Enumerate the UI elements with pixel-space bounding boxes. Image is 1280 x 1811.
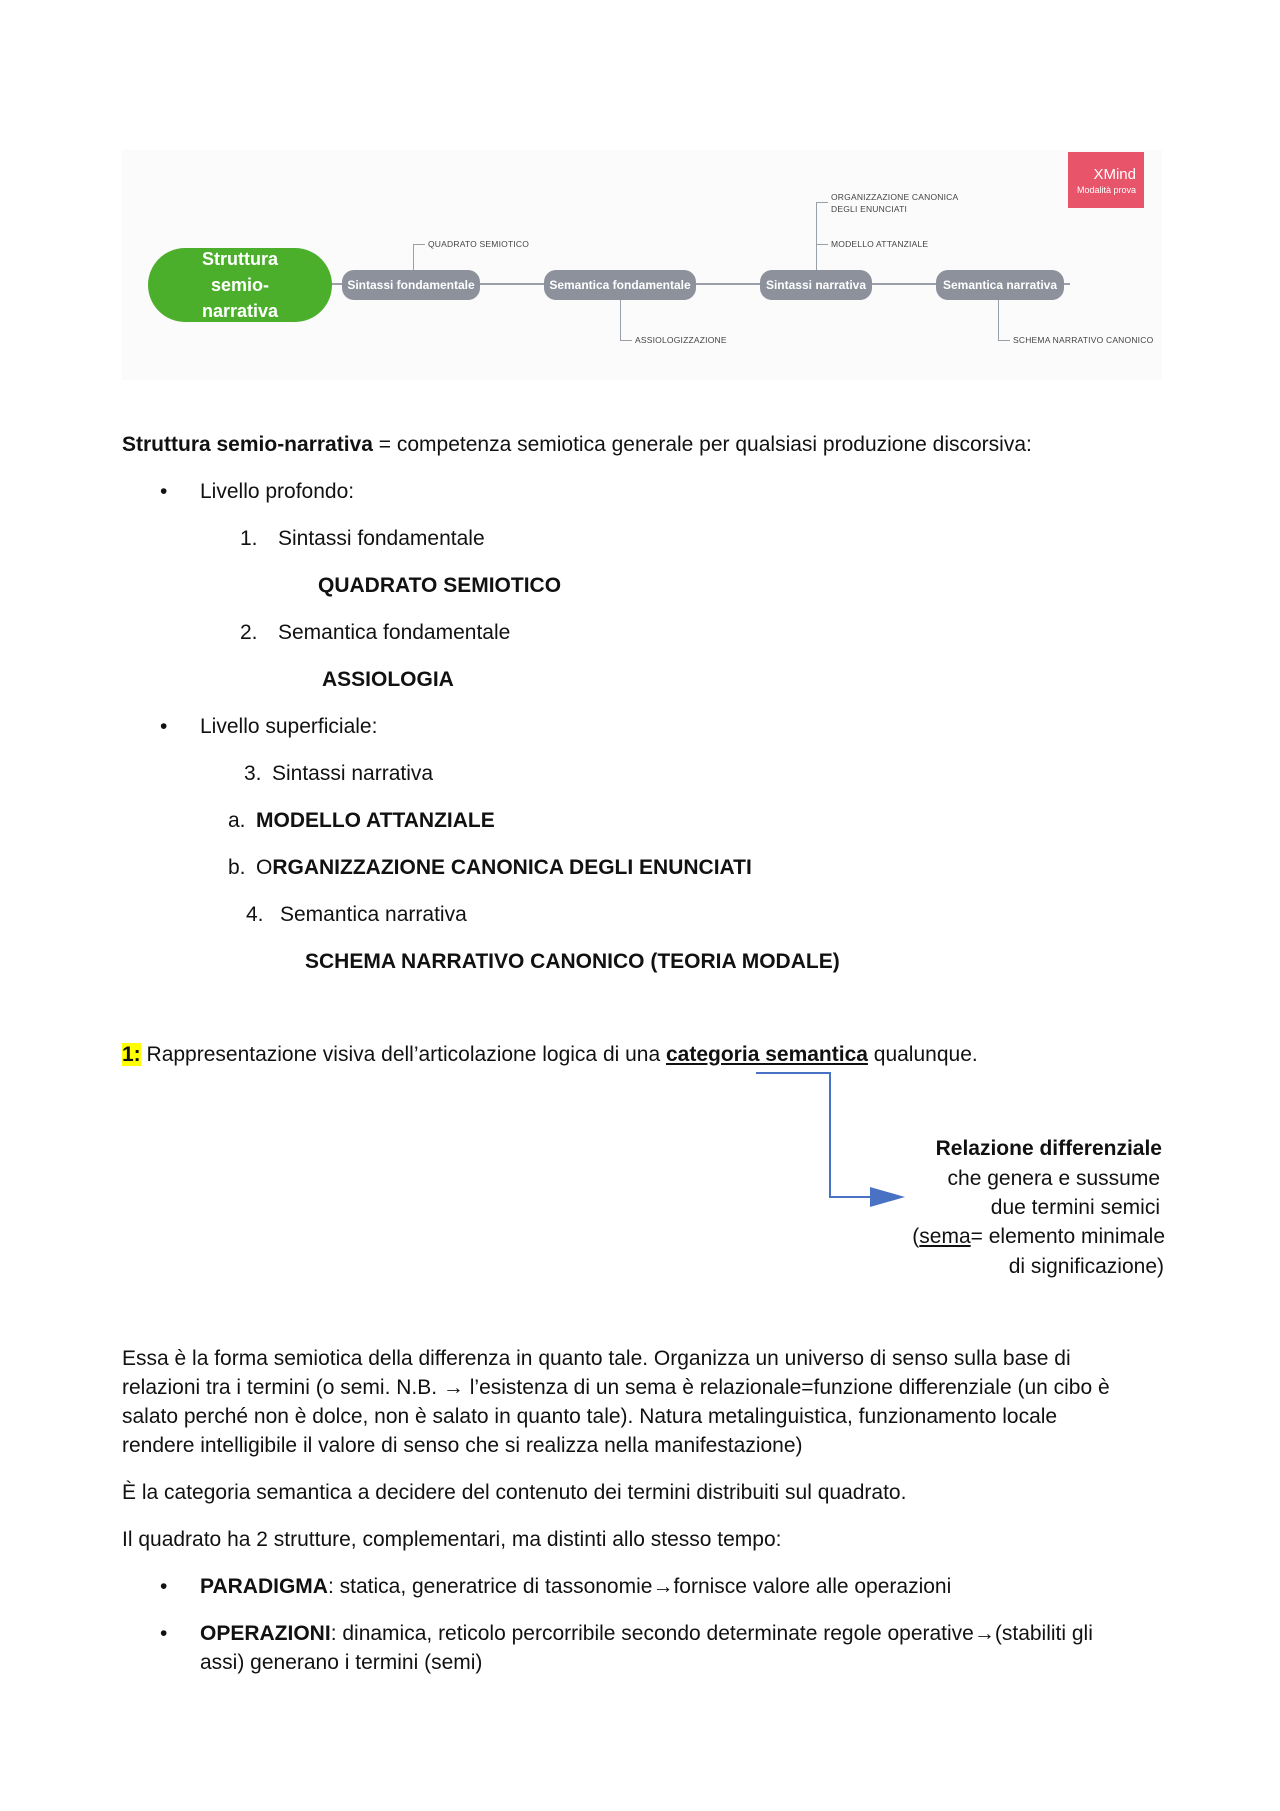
- outline-item-3b: [256, 853, 752, 883]
- bullet-paradigma: [200, 1572, 951, 1602]
- outline-item-2-sub: ASSIOLOGIA: [322, 668, 454, 691]
- bullet-operazioni: [200, 1619, 1093, 1649]
- callout-line-2: che genera e sussume: [947, 1167, 1160, 1190]
- outline-item-3: Sintassi narrativa: [272, 762, 434, 785]
- note-1-before: Rappresentazione visiva dell’articolazione logica di una: [140, 1043, 666, 1066]
- mindmap-node-semantica-narrativa[interactable]: Semantica narrativa: [936, 270, 1064, 300]
- callout-line-4: [860, 1222, 1165, 1252]
- connector-modello-h: [816, 244, 828, 245]
- intro-term: Struttura semio-narrativa: [122, 433, 373, 456]
- xmind-watermark: [1068, 152, 1144, 208]
- outline-item-1: Sintassi fondamentale: [278, 527, 485, 550]
- paradigma-term: PARADIGMA: [200, 1575, 328, 1598]
- outline-level-surface: Livello superficiale:: [200, 715, 378, 738]
- xmind-subtitle: Modalità prova: [1076, 185, 1136, 195]
- xmind-title: XMind: [1093, 166, 1136, 183]
- outline-item-3b-rest: RGANIZZAZIONE CANONICA DEGLI ENUNCIATI: [272, 856, 752, 879]
- callout-paren: (: [912, 1225, 920, 1248]
- outline-item-3a: MODELLO ATTANZIALE: [256, 809, 495, 832]
- mindmap-sub-schema[interactable]: SCHEMA NARRATIVO CANONICO: [1013, 335, 1154, 345]
- connector-assiologizzazione: [620, 300, 621, 340]
- callout-line-3: due termini semici: [990, 1196, 1160, 1219]
- bullet-dot: •: [160, 480, 168, 503]
- mindmap-root-node[interactable]: Struttura semio-narrativa: [148, 248, 332, 322]
- mindmap-node-sintassi-fondamentale[interactable]: Sintassi fondamentale: [342, 270, 480, 300]
- connector-organizzazione-h: [816, 202, 828, 203]
- callout-line-5: di significazione): [1008, 1255, 1164, 1278]
- outline-num-2: 2.: [240, 621, 258, 644]
- outline-letter-a: a.: [228, 809, 246, 832]
- callout-line-4-rest: = elemento minimale: [970, 1225, 1165, 1248]
- bullet-dot: •: [160, 1622, 168, 1645]
- bullet-dot: •: [160, 1575, 168, 1598]
- body-p1-line-4: rendere intelligibile il valore di senso che si realizza nella manifestazione): [122, 1434, 803, 1457]
- outline-num-4: 4.: [246, 903, 264, 926]
- bullet-dot: •: [160, 715, 168, 738]
- body-p1-line-3: salato perché non è dolce, non è salato in quanto tale). Natura metalinguistica, funzionamento locale: [122, 1405, 1058, 1428]
- connector-sintassi-narrativa: [816, 202, 817, 270]
- body-p1-line-1: Essa è la forma semiotica della differenza in quanto tale. Organizza un universo di senso sulla base di: [122, 1347, 1071, 1370]
- body-p1-line-2: relazioni tra i termini (o semi. N.B. → l’esistenza di un sema è relazionale=funzione differenziale (un cibo è: [122, 1376, 1110, 1399]
- outline-item-3b-first: O: [256, 856, 273, 879]
- mindmap-sub-assiologizzazione[interactable]: ASSIOLOGIZZAZIONE: [635, 335, 727, 345]
- intro-definition: = competenza semiotica generale per qualsiasi produzione discorsiva:: [372, 433, 1032, 456]
- callout-sema: sema: [919, 1225, 971, 1248]
- callout-title: Relazione differenziale: [935, 1137, 1162, 1160]
- mindmap-sub-modello[interactable]: MODELLO ATTANZIALE: [831, 239, 929, 249]
- note-1-term: categoria semantica: [666, 1043, 868, 1066]
- connector-quadrato: [413, 244, 414, 270]
- bullet-operazioni-line-2: assi) generano i termini (semi): [200, 1651, 483, 1674]
- body-p2: È la categoria semantica a decidere del contenuto dei termini distribuiti sul quadrato.: [122, 1481, 907, 1504]
- outline-item-4: Semantica narrativa: [280, 903, 467, 926]
- outline-num-1: 1.: [240, 527, 258, 550]
- operazioni-text-1: : dinamica, reticolo percorribile secondo determinate regole operative→(stabiliti gli: [330, 1622, 1093, 1645]
- intro-paragraph: [122, 430, 1032, 460]
- connector-quadrato-h: [413, 244, 425, 245]
- outline-item-4-sub: SCHEMA NARRATIVO CANONICO (TEORIA MODALE): [305, 950, 840, 973]
- outline-item-1-sub: QUADRATO SEMIOTICO: [318, 574, 562, 597]
- mindmap-node-semantica-fondamentale[interactable]: Semantica fondamentale: [544, 270, 696, 300]
- connector-assiologizzazione-h: [620, 340, 632, 341]
- mindmap-node-sintassi-narrativa[interactable]: Sintassi narrativa: [760, 270, 872, 300]
- mindmap-sub-organizzazione[interactable]: ORGANIZZAZIONE CANONICA DEGLI ENUNCIATI: [831, 192, 958, 214]
- operazioni-term: OPERAZIONI: [200, 1622, 331, 1645]
- outline-letter-b: b.: [228, 856, 246, 879]
- outline-level-deep: Livello profondo:: [200, 480, 355, 503]
- mindmap-sub-quadrato[interactable]: QUADRATO SEMIOTICO: [428, 239, 530, 249]
- connector-schema-h: [998, 340, 1010, 341]
- body-p3: Il quadrato ha 2 strutture, complementari, ma distinti allo stesso tempo:: [122, 1528, 782, 1551]
- outline-item-2: Semantica fondamentale: [278, 621, 511, 644]
- note-1-paragraph: [122, 1040, 978, 1070]
- outline-num-3: 3.: [244, 762, 262, 785]
- connector-schema: [998, 300, 999, 340]
- note-1-marker: 1:: [122, 1043, 141, 1066]
- paradigma-text: : statica, generatrice di tassonomie→fornisce valore alle operazioni: [327, 1575, 952, 1598]
- note-1-after: qualunque.: [867, 1043, 978, 1066]
